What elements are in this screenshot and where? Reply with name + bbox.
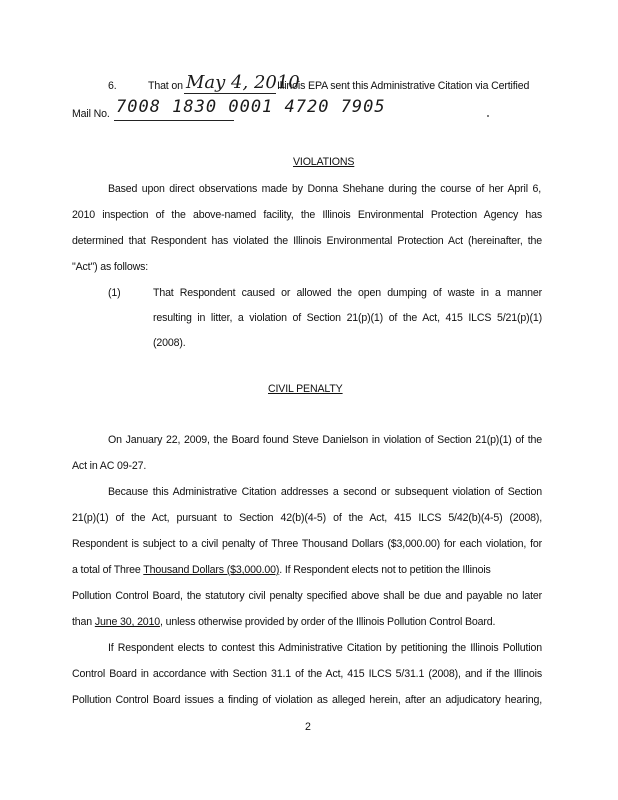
penalty-due-date: June 30, 2010 <box>94 616 161 628</box>
penalty-p2-line-4-post: . If Respondent elects not to petition the Illinois <box>279 564 491 576</box>
violation-item-line-2: resulting in litter, a violation of Section 21(p)(1) of the Act, 415 ILCS 5/21(p)(1) <box>153 312 542 324</box>
mail-label: Mail No. <box>72 108 110 120</box>
penalty-p1-line-2: Act in AC 09-27. <box>72 460 147 472</box>
date-underline <box>184 93 276 94</box>
penalty-p2-line-4 <box>72 563 491 577</box>
item-6-prefix: That on <box>148 80 183 92</box>
penalty-p3-line-3: Pollution Control Board issues a finding of violation as alleged herein, after an adjudicatory hearing, <box>72 694 542 706</box>
violations-heading: VIOLATIONS <box>293 156 355 168</box>
penalty-p3-line-1: If Respondent elects to contest this Administrative Citation by petitioning the Illinois Pollution <box>108 642 542 654</box>
penalty-p3-line-2: Control Board in accordance with Section 31.1 of the Act, 415 ILCS 5/31.1 (2008), and if the Illinois <box>72 668 542 680</box>
violations-para-line-3: determined that Respondent has violated the Illinois Environmental Protection Act (hereinafter, the <box>72 235 542 247</box>
penalty-p2-line-2: 21(p)(1) of the Act, pursuant to Section 42(b)(4-5) of the Act, 415 ILCS 5/42(b)(4-5) (2008), <box>72 512 542 524</box>
violations-para-line-1: Based upon direct observations made by Donna Shehane during the course of her April 6, <box>108 183 541 195</box>
handwritten-date: May 4, 2010 <box>186 72 300 93</box>
penalty-total-amount: Thousand Dollars ($3,000.00) <box>143 564 280 576</box>
page-number: 2 <box>305 721 311 733</box>
mail-number-underline <box>114 120 234 121</box>
violations-para-line-2: 2010 inspection of the above-named facility, the Illinois Environmental Protection Agency has <box>72 209 542 221</box>
penalty-p2-line-6-post: , unless otherwise provided by order of the Illinois Pollution Control Board. <box>160 616 496 628</box>
violations-para-line-4: "Act") as follows: <box>72 261 149 273</box>
penalty-p2-line-1: Because this Administrative Citation addresses a second or subsequent violation of Section <box>108 486 542 498</box>
handwritten-mail-number: 7008 1830 0001 4720 7905 <box>116 97 386 117</box>
item-6-number: 6. <box>108 80 117 92</box>
penalty-p2-line-4-pre: a total of Three <box>72 564 141 576</box>
penalty-p2-line-5: Pollution Control Board, the statutory civil penalty specified above shall be due and payable no later <box>72 590 542 602</box>
penalty-p1-line-1: On January 22, 2009, the Board found Steve Danielson in violation of Section 21(p)(1) of the <box>108 434 542 446</box>
violation-item-number: (1) <box>108 287 121 299</box>
penalty-p2-line-6 <box>72 615 495 629</box>
civil-penalty-heading: CIVIL PENALTY <box>268 383 343 395</box>
violation-item-line-1: That Respondent caused or allowed the open dumping of waste in a manner <box>153 287 542 299</box>
penalty-p2-line-3: Respondent is subject to a civil penalty of Three Thousand Dollars ($3,000.00) for each violation, for <box>72 538 542 550</box>
stray-mark <box>487 115 489 117</box>
item-6-suffix: Illinois EPA sent this Administrative Citation via Certified <box>277 80 530 92</box>
penalty-p2-line-6-pre: than <box>72 616 93 628</box>
violation-item-line-3: (2008). <box>153 337 186 349</box>
